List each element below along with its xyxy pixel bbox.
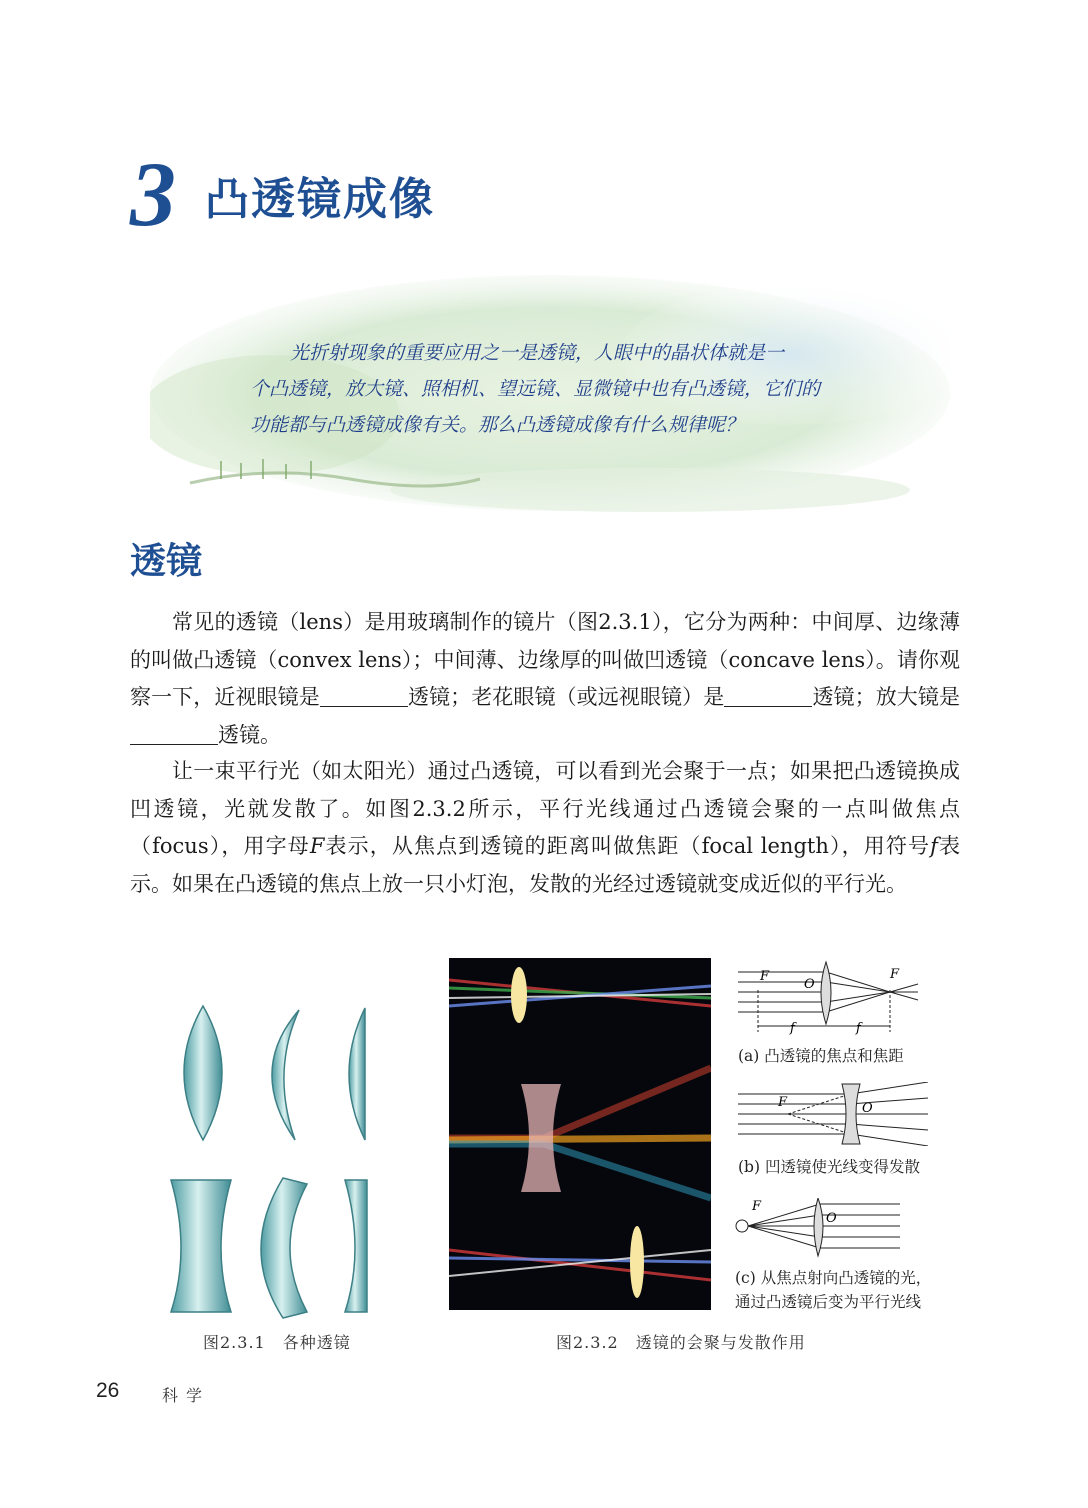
label-f-left: f (790, 1021, 795, 1036)
biconcave-lens-icon (171, 1180, 231, 1312)
convex-lens-bottom-icon (630, 1226, 644, 1298)
label-O-b: O (862, 1101, 873, 1116)
caption-a: (a) 凸透镜的焦点和焦距 (738, 1047, 904, 1065)
convex-lens-c-icon (814, 1198, 823, 1256)
intro-line-1: 光折射现象的重要应用之一是透镜，人眼中的晶状体就是一 (290, 342, 785, 364)
page-number: 26 (96, 1379, 120, 1402)
intro-line-2: 个凸透镜，放大镜、照相机、望远镜、显微镜中也有凸透镜，它们的 (250, 378, 821, 400)
biconvex-lens-icon (184, 1006, 222, 1140)
fill-blank-2[interactable] (724, 686, 812, 707)
para1-text-d: 透镜。 (218, 722, 281, 747)
para1-text-c: 透镜；放大镜是 (812, 685, 960, 709)
figure-caption-2-3-1: 图2.3.1 各种透镜 (203, 1333, 351, 1352)
plano-convex-lens-icon (349, 1008, 365, 1140)
paragraph-lens-intro (130, 604, 960, 754)
paragraph-focus (130, 753, 960, 903)
figure-various-lenses (165, 1000, 375, 1320)
para1-text-a: 常见的透镜（lens）是用玻璃制作的镜片（图2.3.1），它分为两种：中间厚、边缘薄的叫做凸透镜（convex lens）；中间薄、边缘厚的叫做凹透镜（concave lens）。请你观察一下，近视眼镜是 (130, 610, 960, 709)
fill-blank-1[interactable] (320, 686, 408, 707)
convex-lens-icon (821, 962, 831, 1024)
meniscus-concave-lens-icon (261, 1178, 307, 1318)
label-F-c: F (752, 1199, 762, 1214)
intro-line-3: 功能都与凸透镜成像有关。那么凸透镜成像有什么规律呢？ (250, 414, 745, 436)
meniscus-convex-lens-icon (272, 1010, 299, 1140)
para2-text-c: 表示。如果在凸透镜的焦点上放一只小灯泡，发散的光经过透镜就变成近似的平行光。 (130, 834, 960, 896)
diagram-convex-lens-focus (738, 960, 938, 1036)
para1-text-b: 透镜；老花眼镜（或远视眼镜）是 (407, 685, 725, 709)
plano-concave-lens-icon (345, 1180, 367, 1312)
convex-lens-top-icon (511, 967, 527, 1023)
chapter-number: 3 (130, 143, 176, 245)
book-subject: 科学 (162, 1386, 211, 1405)
caption-b: (b) 凹透镜使光线变得发散 (738, 1158, 920, 1176)
caption-c-line1: (c) 从焦点射向凸透镜的光， (735, 1269, 932, 1287)
symbol-F: F (309, 834, 325, 858)
label-O-c: O (826, 1211, 837, 1226)
label-F-b: F (778, 1095, 788, 1110)
intro-text (250, 335, 860, 443)
section-heading: 透镜 (130, 541, 203, 582)
light-bulb-icon (736, 1220, 748, 1232)
label-F-left: F (760, 969, 770, 984)
figure-caption-2-3-2: 图2.3.2 透镜的会聚与发散作用 (556, 1333, 806, 1352)
caption-c-line2: 通过凸透镜后变为平行光线 (735, 1293, 922, 1311)
photo-light-through-lenses (449, 958, 711, 1310)
para2-text-b: 表示，从焦点到透镜的距离叫做焦距（focal length），用符号 (324, 834, 931, 858)
label-O: O (804, 977, 815, 992)
chapter-title: 凸透镜成像 (205, 174, 435, 225)
symbol-f: f (930, 834, 938, 858)
label-f-right: f (856, 1021, 861, 1036)
diagram-concave-lens-diverging (738, 1082, 938, 1146)
diagram-bulb-at-focus (730, 1198, 940, 1258)
para2-text-a: 让一束平行光（如太阳光）通过凸透镜，可以看到光会聚于一点；如果把凸透镜换成凹透镜，光就发散了。如图2.3.2所示，平行光线通过凸透镜会聚的一点叫做焦点（focus），用字母 (130, 759, 960, 858)
label-F-right: F (890, 967, 900, 982)
fill-blank-3[interactable] (130, 724, 218, 745)
